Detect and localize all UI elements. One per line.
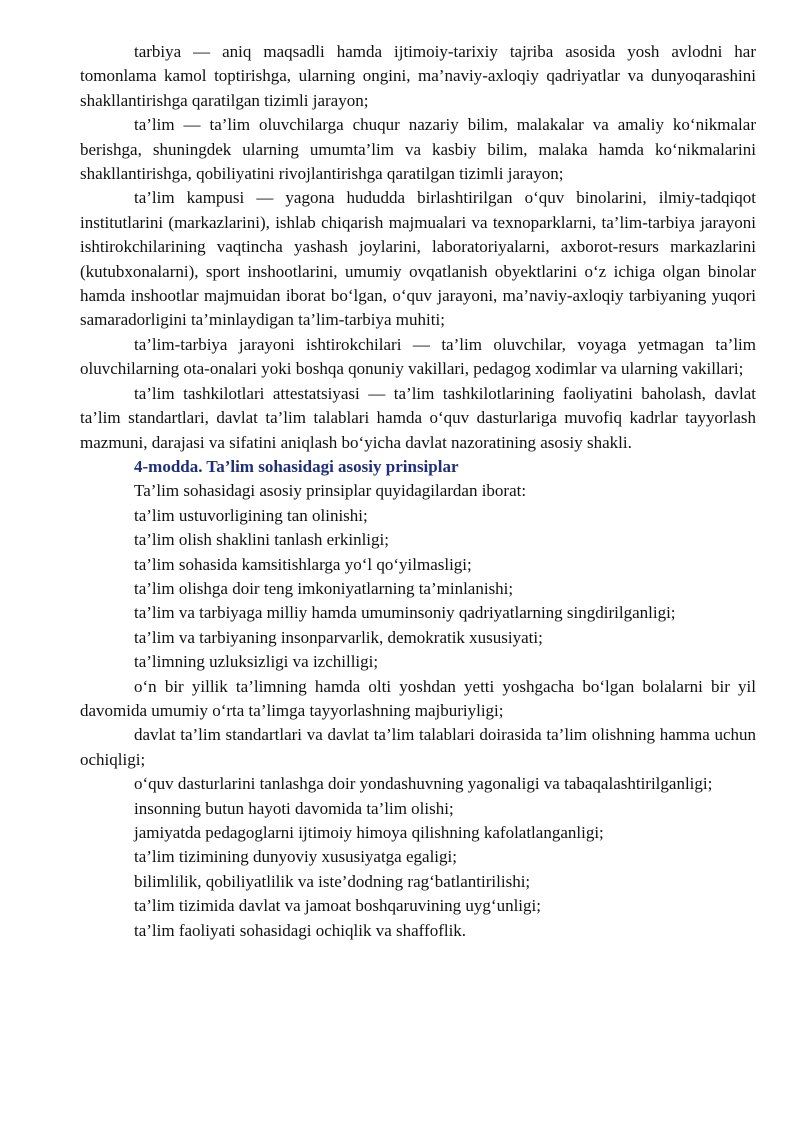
principle-item: davlat ta’lim standartlari va davlat ta’lim talablari doirasida ta’lim olishning hamma uchun ochiqligi; — [80, 725, 756, 769]
principle-item: ta’lim va tarbiyaga milliy hamda umuminsoniy qadriyatlarning singdirilganligi; — [134, 603, 676, 623]
article-intro: Ta’lim sohasidagi asosiy prinsiplar quyidagilardan iborat: — [134, 481, 527, 501]
principle-item: ta’lim va tarbiyaning insonparvarlik, demokratik xususiyati; — [134, 627, 543, 647]
principle-item: o‘quv dasturlarini tanlashga doir yondashuvning yagonaligi va tabaqalashtirilganligi; — [134, 774, 713, 794]
definition-ishtirokchilar: ta’lim-tarbiya jarayoni ishtirokchilari — ta’lim oluvchilar, voyaga yetmagan ta’lim oluvchilarning ota-onalari yoki boshqa qonuniy vakillari, pedagog xodimlar va ularning vakillari; — [80, 334, 756, 379]
document-page — [80, 40, 756, 943]
principle-item: ta’lim olishga doir teng imkoniyatlarning ta’minlanishi; — [134, 578, 514, 598]
principle-item: ta’lim sohasida kamsitishlarga yo‘l qo‘yilmasligi; — [134, 554, 472, 574]
definition-tarbiya: tarbiya — aniq maqsadli hamda ijtimoiy-tarixiy tajriba asosida yosh avlodni har tomonlama kamol toptirishga, ularning ongini, ma’naviy-axloqiy qadriyatlar va dunyoqarashini shakllantirishga qaratilgan tizimli jarayon; — [80, 42, 756, 110]
definition-talim-kampusi: ta’lim kampusi — yagona hududda birlashtirilgan o‘quv binolarini, ilmiy-tadqiqot institutlarini (markazlarini), ishlab chiqarish majmualari va texnoparklarni, ta’lim-tarbiya jarayoni ishtirokchilarining vaqtincha yashash joylarini, laboratoriyalarni, axborot-resurs markazlarini (kutubxonalarni), sport inshootlarini, umumiy ovqatlanish obyektlarini o‘z ichiga olgan binolar hamda inshootlar majmuidan iborat bo‘lgan, o‘quv jarayoni, ma’naviy-axloqiy tarbiyaning yuqori samaradorligini ta’minlaydigan ta’lim-tarbiya muhiti; — [80, 188, 756, 330]
principle-item: ta’lim ustuvorligining tan olinishi; — [134, 505, 368, 525]
principle-item: ta’lim tizimida davlat va jamoat boshqaruvining uyg‘unligi; — [134, 896, 541, 916]
principle-item: o‘n bir yillik ta’limning hamda olti yoshdan yetti yoshgacha bo‘lgan bolalarni bir yil davomida umumiy o‘rta ta’limga tayyorlashning majburiyligi; — [80, 676, 756, 720]
principle-item: ta’limning uzluksizligi va izchilligi; — [134, 652, 379, 672]
article-heading: 4-modda. Ta’lim sohasidagi asosiy prinsiplar — [134, 456, 459, 476]
principle-item: ta’lim olish shaklini tanlash erkinligi; — [134, 530, 389, 550]
principle-item: jamiyatda pedagoglarni ijtimoiy himoya qilishning kafolatlanganligi; — [134, 823, 604, 842]
principle-item: insonning butun hayoti davomida ta’lim olishi; — [134, 798, 454, 818]
principle-item: ta’lim faoliyati sohasidagi ochiqlik va shaffoflik. — [134, 920, 467, 940]
definition-talim: ta’lim — ta’lim oluvchilarga chuqur nazariy bilim, malakalar va amaliy ko‘nikmalar berishga, shuningdek ularning umumta’lim va kasbiy bilim, malaka hamda ko‘nikmalarini shakllantirishga, qobiliyatini rivojlantirishga qaratilgan tizimli jarayon; — [80, 115, 756, 184]
principle-item: ta’lim tizimining dunyoviy xususiyatga egaligi; — [134, 847, 457, 867]
definition-attestatsiya: ta’lim tashkilotlari attestatsiyasi — ta’lim tashkilotlarining faoliyatini baholash, davlat ta’lim standartlari, davlat ta’lim talablari hamda o‘quv dasturlariga muvofiq kadrlar tayyorlash mazmuni, darajasi va sifatini aniqlash bo‘yicha davlat nazoratining asosiy shakli. — [80, 383, 756, 452]
principle-item: bilimlilik, qobiliyatlilik va iste’dodning rag‘batlantirilishi; — [134, 871, 531, 891]
